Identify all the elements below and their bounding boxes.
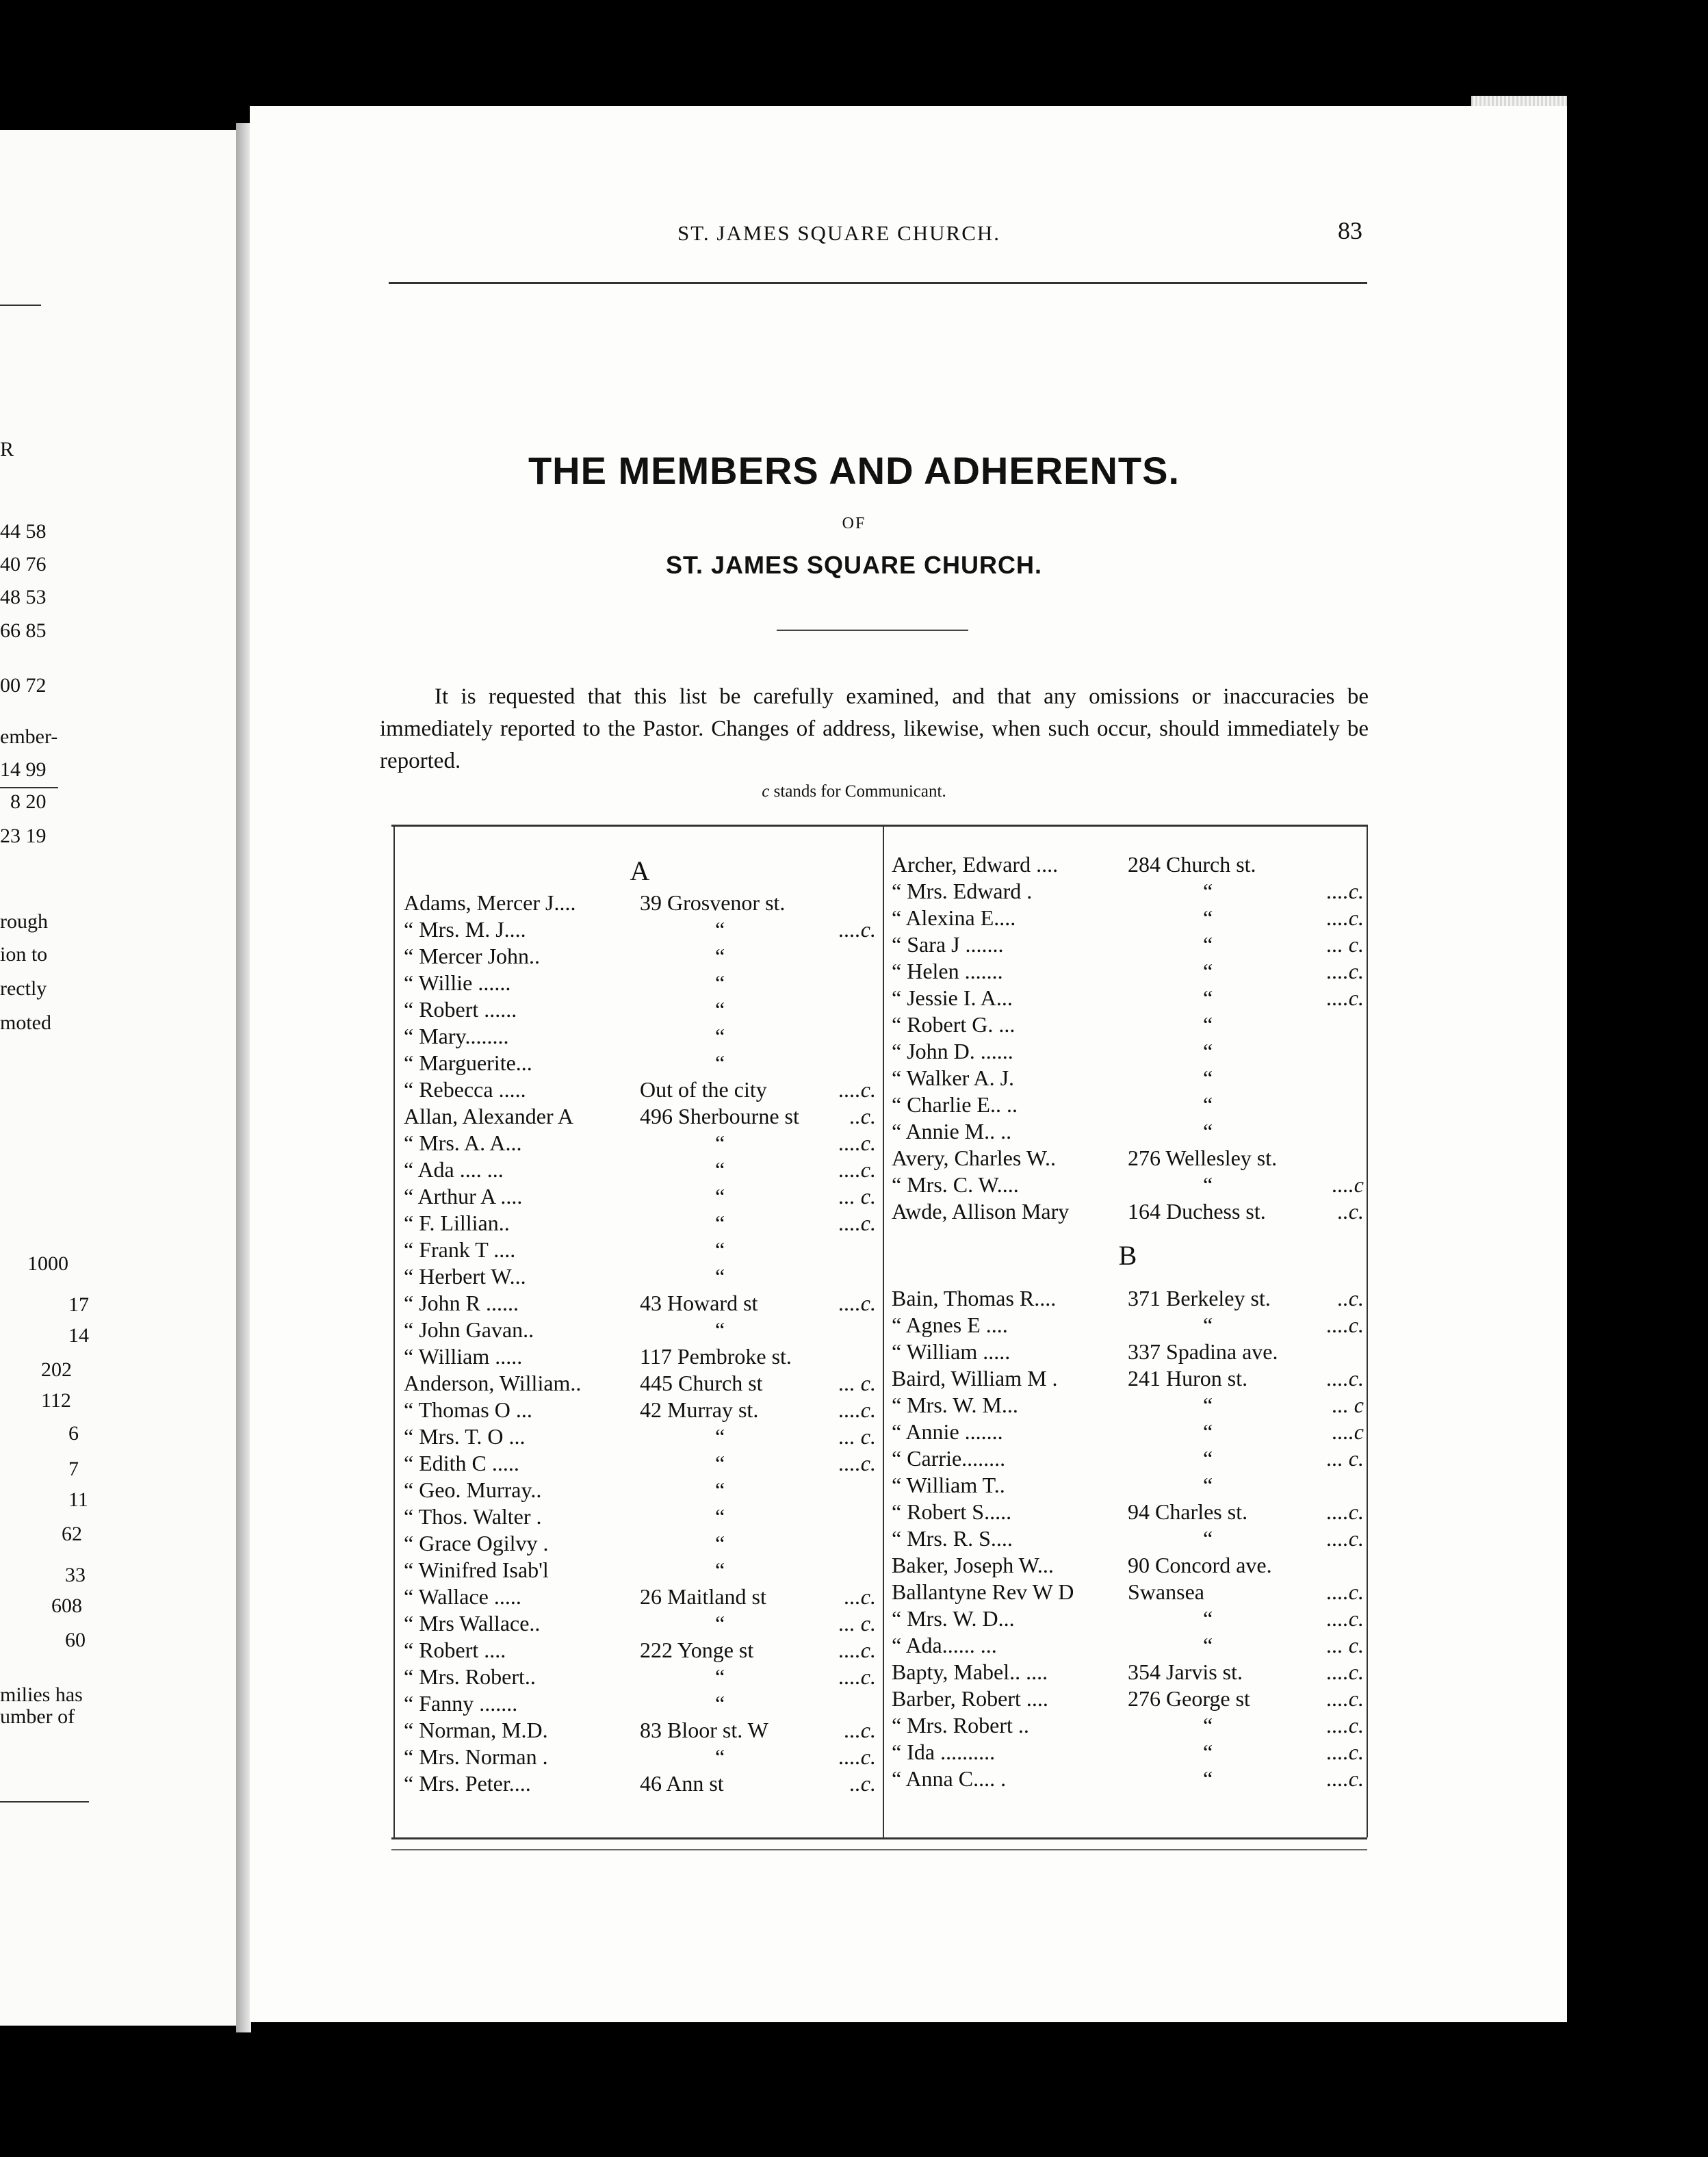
table-bottom-rule [391, 1849, 1367, 1850]
left-text-fragment: 23 19 [0, 825, 47, 847]
member-address: “ [715, 1504, 725, 1529]
member-name: “ Alexina E.... [892, 905, 1016, 930]
member-address: “ [715, 1131, 725, 1155]
member-row [404, 1291, 876, 1317]
member-row [404, 1451, 876, 1477]
communicant-mark: ... c. [838, 1611, 876, 1636]
member-address: “ [1203, 879, 1213, 903]
member-address: “ [715, 1211, 725, 1235]
member-name: “ F. Lillian.. [404, 1211, 510, 1235]
member-address: “ [715, 1264, 725, 1289]
member-name: “ Sara J ....... [892, 932, 1004, 957]
member-list [892, 1286, 1364, 1793]
member-address: “ [715, 1558, 725, 1582]
page-number: 83 [1338, 217, 1362, 244]
member-name: “ Robert ...... [404, 997, 517, 1022]
member-row [404, 1718, 876, 1744]
member-row [404, 1558, 876, 1584]
member-name: “ John Gavan.. [404, 1317, 534, 1342]
member-name: Avery, Charles W.. [892, 1146, 1056, 1170]
member-row [892, 1553, 1364, 1579]
member-row [404, 1691, 876, 1718]
communicant-mark: ....c. [1326, 959, 1364, 983]
member-name: “ Mrs. C. W.... [892, 1172, 1019, 1197]
member-name: Bapty, Mabel.. .... [892, 1659, 1048, 1684]
member-row [404, 1771, 876, 1798]
member-row [404, 1157, 876, 1184]
member-row [404, 1397, 876, 1424]
member-row [404, 1131, 876, 1157]
section-letter-b: B [1118, 1240, 1137, 1271]
member-address: “ [1203, 1012, 1213, 1037]
main-title: THE MEMBERS AND ADHERENTS. [528, 449, 1180, 492]
member-address: 276 George st [1128, 1686, 1250, 1711]
left-text-fragment: 7 [68, 1458, 79, 1480]
communicant-mark: ....c. [838, 917, 876, 942]
communicant-mark: ... c. [1326, 932, 1364, 957]
communicant-mark: ....c. [838, 1211, 876, 1235]
member-row [892, 1092, 1364, 1119]
member-name: “ Geo. Murray.. [404, 1477, 542, 1502]
communicant-mark: ....c. [1326, 1526, 1364, 1551]
member-name: “ Anna C.... . [892, 1766, 1007, 1791]
member-list [892, 852, 1364, 1226]
member-address: “ [715, 1477, 725, 1502]
left-rule [0, 1801, 89, 1803]
communicant-mark: ....c. [838, 1638, 876, 1662]
member-name: “ Robert G. ... [892, 1012, 1015, 1037]
member-address: 371 Berkeley st. [1128, 1286, 1271, 1310]
communicant-mark: ....c. [1326, 905, 1364, 930]
member-name: Allan, Alexander A [404, 1104, 573, 1128]
communicant-mark: ...c. [844, 1718, 876, 1742]
member-row [892, 985, 1364, 1012]
left-text-fragment: 112 [41, 1389, 71, 1412]
communicant-mark: ....c. [1326, 1659, 1364, 1684]
communicant-mark: ... c. [1326, 1446, 1364, 1471]
member-row [404, 1237, 876, 1264]
member-address: Swansea [1128, 1579, 1204, 1604]
member-row [892, 932, 1364, 959]
member-name: “ Annie M.. .. [892, 1119, 1012, 1144]
member-row [404, 1024, 876, 1050]
member-name: Baird, William M . [892, 1366, 1058, 1391]
member-address: “ [1203, 1092, 1213, 1117]
left-text-fragment: R [0, 438, 14, 461]
member-row [404, 1344, 876, 1371]
member-name: “ Robert .... [404, 1638, 506, 1662]
member-row [892, 879, 1364, 905]
member-address: “ [1203, 985, 1213, 1010]
member-address: “ [1203, 905, 1213, 930]
member-address: 117 Pembroke st. [640, 1344, 792, 1369]
left-text-fragment: 1000 [27, 1252, 68, 1275]
left-text-fragment: 6 [68, 1422, 79, 1445]
left-text-fragment: umber of [0, 1705, 75, 1728]
member-row [404, 997, 876, 1024]
member-address: 337 Spadina ave. [1128, 1339, 1278, 1364]
communicant-mark: ....c. [838, 1664, 876, 1689]
section-letter-a: A [630, 855, 650, 886]
communicant-mark: ....c [1332, 1419, 1364, 1444]
member-name: “ Mrs. Robert .. [892, 1713, 1029, 1738]
member-name: “ Mrs. W. D... [892, 1606, 1015, 1631]
member-name: Adams, Mercer J.... [404, 890, 576, 915]
member-name: “ Frank T .... [404, 1237, 516, 1262]
member-name: “ Walker A. J. [892, 1065, 1015, 1090]
member-name: “ Mrs. Norman . [404, 1744, 548, 1769]
title-rule [777, 630, 968, 631]
member-name: Archer, Edward .... [892, 852, 1059, 877]
left-text-fragment: 17 [68, 1293, 89, 1316]
left-text-fragment: 62 [62, 1523, 82, 1545]
member-name: “ Herbert W... [404, 1264, 526, 1289]
member-row [892, 852, 1364, 879]
member-row [404, 1317, 876, 1344]
member-row [892, 905, 1364, 932]
member-name: “ Willie ...... [404, 970, 511, 995]
member-address: “ [1203, 1446, 1213, 1471]
member-row [892, 1393, 1364, 1419]
member-address: 39 Grosvenor st. [640, 890, 786, 915]
member-address: “ [715, 1531, 725, 1555]
member-name: “ Mrs. A. A... [404, 1131, 522, 1155]
member-address: 284 Church st. [1128, 852, 1256, 877]
left-text-fragment: 48 53 [0, 586, 47, 608]
legend [0, 782, 1708, 801]
member-row [892, 1313, 1364, 1339]
member-address: 354 Jarvis st. [1128, 1659, 1243, 1684]
member-name: “ Mrs. R. S.... [892, 1526, 1013, 1551]
communicant-mark: ... c. [1326, 1633, 1364, 1657]
communicant-mark: ....c. [1326, 1766, 1364, 1791]
member-row [404, 1584, 876, 1611]
left-text-fragment: 44 58 [0, 520, 47, 543]
member-name: “ Ada...... ... [892, 1633, 997, 1657]
member-address: “ [715, 1664, 725, 1689]
communicant-mark: ....c. [838, 1077, 876, 1102]
member-name: “ Robert S..... [892, 1499, 1012, 1524]
member-address: “ [1203, 959, 1213, 983]
communicant-mark: ... c. [838, 1184, 876, 1209]
communicant-mark: ....c. [838, 1451, 876, 1475]
member-row [404, 1184, 876, 1211]
member-name: Anderson, William.. [404, 1371, 582, 1395]
member-row [404, 1371, 876, 1397]
communicant-mark: ....c. [1326, 1499, 1364, 1524]
column-b [892, 852, 1364, 1793]
member-name: Baker, Joseph W... [892, 1553, 1054, 1577]
member-address: “ [1203, 1473, 1213, 1497]
communicant-mark: ....c. [1326, 1606, 1364, 1631]
column-divider [883, 825, 884, 1837]
member-row [404, 1104, 876, 1131]
communicant-mark: ..c. [849, 1771, 876, 1796]
member-name: Bain, Thomas R.... [892, 1286, 1057, 1310]
member-address: “ [1203, 1039, 1213, 1063]
title-of: OF [842, 515, 866, 532]
member-name: “ Marguerite... [404, 1050, 532, 1075]
communicant-mark: ....c. [1326, 1313, 1364, 1337]
member-address: “ [715, 1424, 725, 1449]
member-row [892, 1366, 1364, 1393]
member-row [404, 1744, 876, 1771]
member-row [892, 1146, 1364, 1172]
left-text-fragment: 33 [65, 1564, 86, 1586]
communicant-mark: ....c. [1326, 985, 1364, 1010]
member-name: “ Mercer John.. [404, 944, 541, 968]
member-row [404, 890, 876, 917]
member-row [892, 1286, 1364, 1313]
member-row [892, 1039, 1364, 1065]
left-text-fragment: milies has [0, 1683, 83, 1706]
member-name: “ Mrs. T. O ... [404, 1424, 526, 1449]
member-row [892, 959, 1364, 985]
member-row [404, 1424, 876, 1451]
member-name: “ Ida .......... [892, 1740, 996, 1764]
member-name: “ Jessie I. A... [892, 985, 1013, 1010]
left-text-fragment: 60 [65, 1629, 86, 1651]
member-address: “ [1203, 1313, 1213, 1337]
left-text-fragment: 40 76 [0, 553, 47, 576]
member-name: “ Mrs. Edward . [892, 879, 1033, 903]
communicant-mark: ....c. [1326, 1579, 1364, 1604]
member-address: “ [1203, 1119, 1213, 1144]
member-row [892, 1199, 1364, 1226]
left-rule [0, 305, 41, 306]
member-row [404, 1504, 876, 1531]
member-list [404, 890, 876, 1798]
member-row [892, 1473, 1364, 1499]
member-address: “ [715, 1050, 725, 1075]
member-name: “ Winifred Isab'l [404, 1558, 549, 1582]
member-row [892, 1446, 1364, 1473]
member-row [404, 1477, 876, 1504]
member-address: “ [715, 1317, 725, 1342]
member-name: “ Thos. Walter . [404, 1504, 542, 1529]
member-name: “ Annie ....... [892, 1419, 1003, 1444]
communicant-mark: ....c. [1326, 879, 1364, 903]
member-address: “ [715, 1611, 725, 1636]
communicant-mark: ..c. [1337, 1286, 1364, 1310]
column-a [404, 852, 876, 1798]
left-text-fragment: 11 [68, 1488, 88, 1511]
member-address: 445 Church st [640, 1371, 763, 1395]
member-row [404, 1611, 876, 1638]
member-row [892, 1606, 1364, 1633]
communicant-mark: ....c. [1326, 1686, 1364, 1711]
member-address: “ [1203, 1065, 1213, 1090]
member-row [404, 917, 876, 944]
member-address: 276 Wellesley st. [1128, 1146, 1278, 1170]
member-name: “ Arthur A .... [404, 1184, 523, 1209]
member-address: “ [1203, 1172, 1213, 1197]
member-row [892, 1659, 1364, 1686]
header-rule [389, 282, 1367, 284]
communicant-mark: ..c. [1337, 1199, 1364, 1224]
member-address: 26 Maitland st [640, 1584, 766, 1609]
member-name: “ Rebecca ..... [404, 1077, 526, 1102]
member-address: Out of the city [640, 1077, 767, 1102]
communicant-mark: ....c. [838, 1131, 876, 1155]
member-address: “ [715, 997, 725, 1022]
member-name: “ Thomas O ... [404, 1397, 532, 1422]
member-row [404, 1211, 876, 1237]
member-name: “ Mrs Wallace.. [404, 1611, 541, 1636]
member-address: “ [715, 1744, 725, 1769]
legend-symbol: c [762, 782, 770, 801]
left-page-fragment [0, 130, 236, 2026]
member-address: “ [715, 1237, 725, 1262]
member-name: “ Carrie........ [892, 1446, 1006, 1471]
communicant-mark: ....c. [1326, 1713, 1364, 1738]
member-name: “ William T.. [892, 1473, 1005, 1497]
member-name: “ Agnes E .... [892, 1313, 1008, 1337]
member-address: “ [1203, 1393, 1213, 1417]
communicant-mark: ....c. [838, 1291, 876, 1315]
member-row [404, 944, 876, 970]
member-address: 90 Concord ave. [1128, 1553, 1272, 1577]
member-address: “ [1203, 1419, 1213, 1444]
member-name: “ Helen ....... [892, 959, 1003, 983]
communicant-mark: ....c. [838, 1157, 876, 1182]
member-name: “ Mrs. M. J.... [404, 917, 526, 942]
communicant-mark: ...c. [844, 1584, 876, 1609]
left-text-fragment: 66 85 [0, 619, 47, 642]
left-text-fragment: rectly [0, 977, 47, 1000]
left-text-fragment: 202 [41, 1358, 72, 1381]
member-name: “ Mrs. W. M... [892, 1393, 1018, 1417]
member-name: “ Mary........ [404, 1024, 509, 1048]
left-text-fragment: moted [0, 1011, 51, 1034]
member-address: 222 Yonge st [640, 1638, 754, 1662]
member-name: “ John D. ...... [892, 1039, 1013, 1063]
legend-text: stands for Communicant. [769, 782, 946, 801]
left-text-fragment: 8 20 [10, 790, 47, 813]
member-row [892, 1339, 1364, 1366]
member-address: “ [715, 917, 725, 942]
member-address: “ [715, 1157, 725, 1182]
member-row [404, 1077, 876, 1104]
member-row [404, 1664, 876, 1691]
book-gutter [236, 123, 251, 2032]
left-text-fragment: 00 72 [0, 674, 47, 697]
member-address: “ [1203, 1713, 1213, 1738]
member-address: “ [1203, 932, 1213, 957]
member-name: Barber, Robert .... [892, 1686, 1048, 1711]
member-address: 46 Ann st [640, 1771, 724, 1796]
left-text-fragment: 14 99 [0, 758, 47, 781]
member-row [892, 1633, 1364, 1659]
member-row [892, 1065, 1364, 1092]
left-text-fragment: ion to [0, 943, 48, 966]
member-name: “ Edith C ..... [404, 1451, 519, 1475]
member-row [404, 1264, 876, 1291]
member-row [892, 1526, 1364, 1553]
communicant-mark: ... c [1332, 1393, 1364, 1417]
communicant-mark: ....c. [1326, 1366, 1364, 1391]
notice-paragraph: It is requested that this list be carefully examined, and that any omissions or inaccuracies be immediately reported to the Pastor. Changes of address, likewise, when such occur, should immediately be reported. [380, 684, 1369, 773]
member-address: 94 Charles st. [1128, 1499, 1248, 1524]
member-row [892, 1686, 1364, 1713]
running-head: ST. JAMES SQUARE CHURCH. [677, 221, 1001, 245]
member-name: “ Fanny ....... [404, 1691, 518, 1716]
member-address: “ [715, 1024, 725, 1048]
communicant-mark: ....c [1332, 1172, 1364, 1197]
communicant-mark: ....c. [838, 1397, 876, 1422]
member-row [892, 1713, 1364, 1740]
member-row [892, 1499, 1364, 1526]
member-row [892, 1579, 1364, 1606]
member-name: “ William ..... [892, 1339, 1011, 1364]
left-text-fragment: 14 [68, 1324, 89, 1347]
communicant-mark: ....c. [1326, 1740, 1364, 1764]
left-text-fragment: rough [0, 910, 48, 933]
member-address: 42 Murray st. [640, 1397, 759, 1422]
member-name: Ballantyne Rev W D [892, 1579, 1074, 1604]
left-text-fragment: ember- [0, 725, 58, 748]
member-row [404, 1531, 876, 1558]
member-row [404, 970, 876, 997]
member-name: “ Norman, M.D. [404, 1718, 548, 1742]
communicant-mark: ..c. [849, 1104, 876, 1128]
left-text-fragment: 608 [51, 1594, 82, 1617]
member-address: 496 Sherbourne st [640, 1104, 799, 1128]
table-bottom-rule [391, 1837, 1367, 1839]
member-name: “ John R ...... [404, 1291, 519, 1315]
member-name: “ William ..... [404, 1344, 523, 1369]
member-name: “ Mrs. Peter.... [404, 1771, 531, 1796]
member-row [892, 1766, 1364, 1793]
church-title: ST. JAMES SQUARE CHURCH. [665, 551, 1043, 579]
member-address: “ [715, 1691, 725, 1716]
member-name: “ Mrs. Robert.. [404, 1664, 536, 1689]
member-address: 83 Bloor st. W [640, 1718, 768, 1742]
member-address: “ [1203, 1766, 1213, 1791]
member-row [892, 1119, 1364, 1146]
member-row [892, 1012, 1364, 1039]
member-row [892, 1172, 1364, 1199]
communicant-mark: ... c. [838, 1424, 876, 1449]
member-name: Awde, Allison Mary [892, 1199, 1070, 1224]
member-address: “ [715, 1184, 725, 1209]
member-name: “ Ada .... ... [404, 1157, 504, 1182]
member-name: “ Wallace ..... [404, 1584, 521, 1609]
communicant-mark: ....c. [838, 1744, 876, 1769]
member-address: “ [715, 944, 725, 968]
member-row [892, 1419, 1364, 1446]
member-row [892, 1740, 1364, 1766]
member-row [404, 1638, 876, 1664]
member-name: “ Grace Ogilvy . [404, 1531, 549, 1555]
member-address: 241 Huron st. [1128, 1366, 1248, 1391]
member-address: “ [1203, 1633, 1213, 1657]
member-name: “ Charlie E.. .. [892, 1092, 1018, 1117]
member-address: 43 Howard st [640, 1291, 758, 1315]
communicant-mark: ... c. [838, 1371, 876, 1395]
member-address: “ [1203, 1606, 1213, 1631]
member-address: “ [715, 1451, 725, 1475]
member-row [404, 1050, 876, 1077]
member-address: “ [1203, 1740, 1213, 1764]
member-address: “ [715, 970, 725, 995]
member-address: 164 Duchess st. [1128, 1199, 1266, 1224]
member-address: “ [1203, 1526, 1213, 1551]
